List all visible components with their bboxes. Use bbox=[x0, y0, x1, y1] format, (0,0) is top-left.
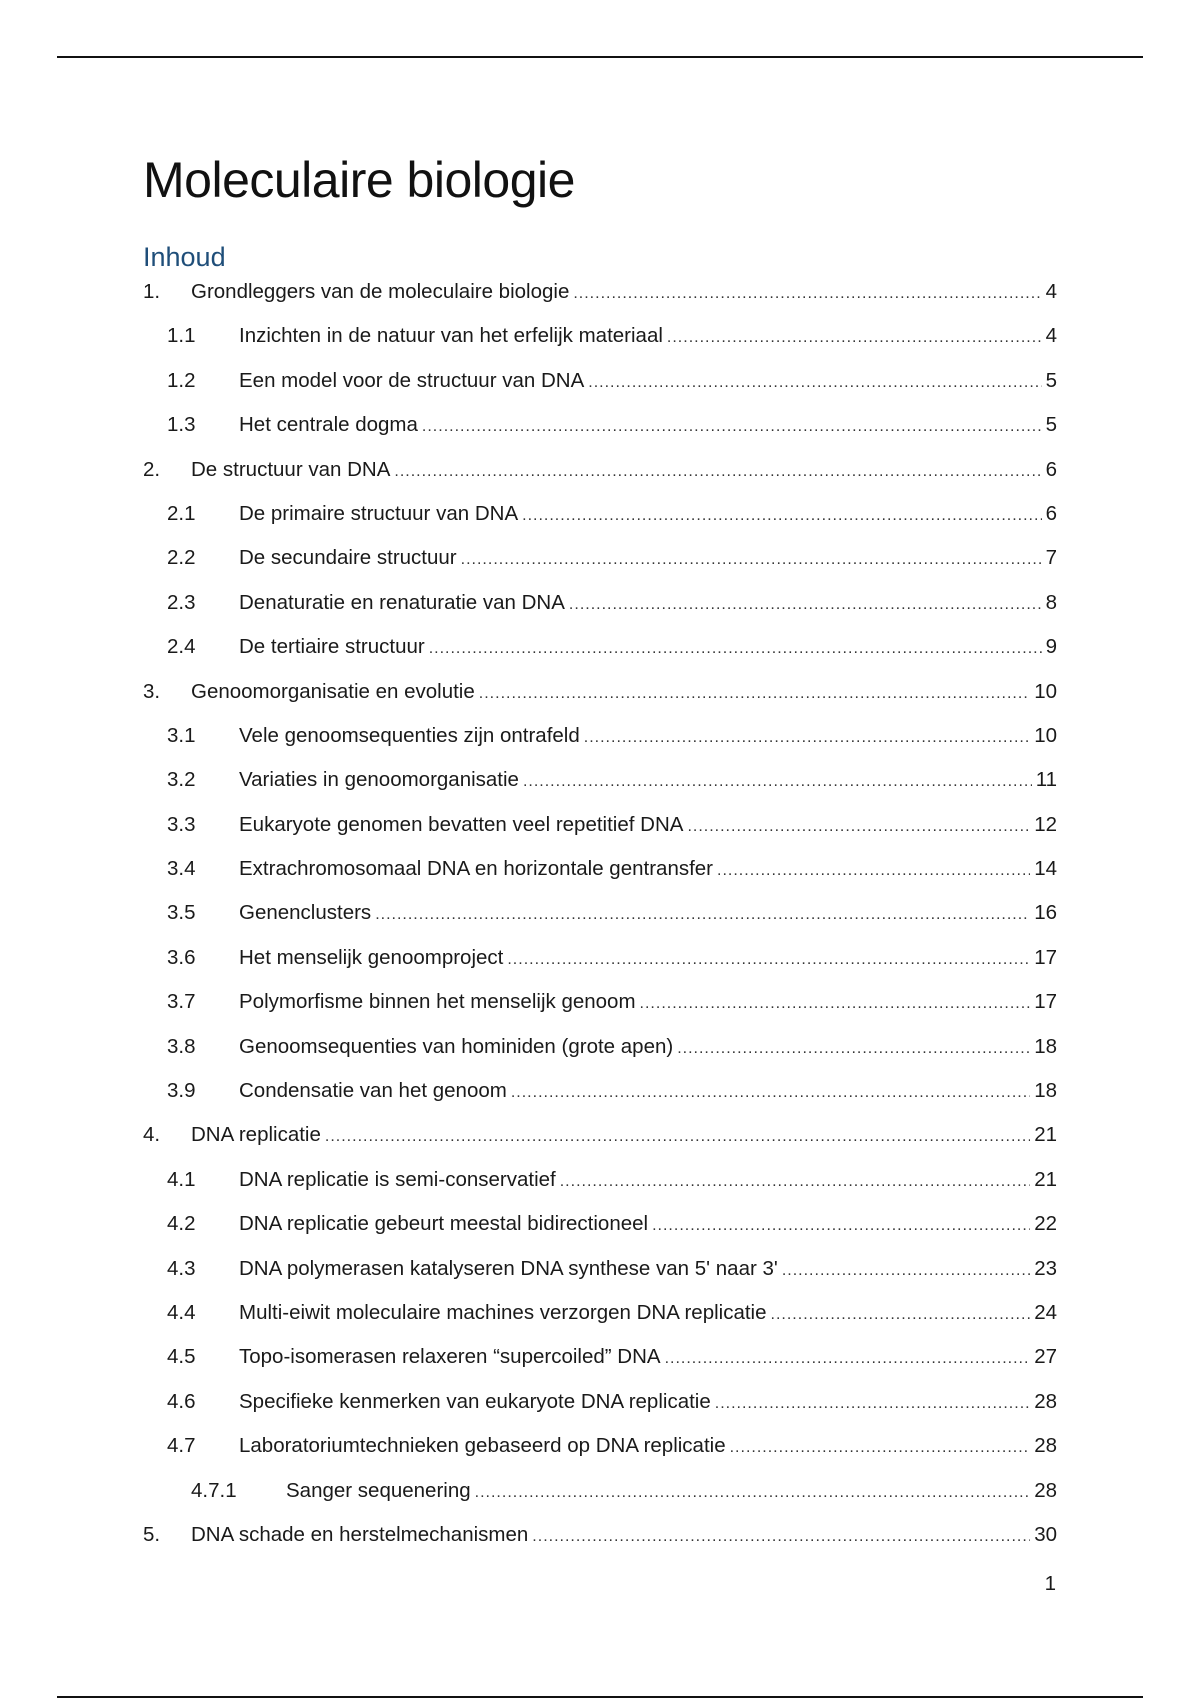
toc-entry-page: 28 bbox=[1034, 1478, 1057, 1502]
toc-entry-page: 16 bbox=[1034, 901, 1057, 925]
toc-entry-page: 10 bbox=[1034, 679, 1057, 703]
toc-dot-leader bbox=[588, 368, 1041, 398]
toc-entry-label[interactable]: DNA replicatie is semi-conservatief bbox=[239, 1167, 556, 1191]
toc-dot-leader bbox=[375, 900, 1030, 930]
toc-entry-label[interactable]: Polymorfisme binnen het menselijk genoom bbox=[239, 990, 636, 1014]
toc-dot-leader bbox=[782, 1256, 1030, 1286]
toc-entry[interactable] bbox=[143, 366, 1057, 410]
toc-entry-page: 17 bbox=[1034, 990, 1057, 1014]
toc-entry-page: 7 bbox=[1045, 546, 1057, 570]
toc-entry-number: 2. bbox=[143, 457, 161, 481]
toc-entry-number: 4.7.1 bbox=[191, 1478, 237, 1502]
toc-entry-label[interactable]: DNA replicatie bbox=[191, 1123, 321, 1147]
toc-entry-label[interactable]: De secundaire structuur bbox=[239, 546, 457, 570]
footer-rule bbox=[57, 1696, 1143, 1698]
toc-dot-leader bbox=[640, 989, 1031, 1019]
toc-entry[interactable] bbox=[143, 898, 1057, 942]
toc-entry-label[interactable]: Eukaryote genomen bevatten veel repetitief DNA bbox=[239, 812, 684, 836]
toc-entry-page: 6 bbox=[1045, 501, 1057, 525]
toc-dot-leader bbox=[511, 1078, 1030, 1108]
toc-entry-label[interactable]: De tertiaire structuur bbox=[239, 635, 425, 659]
toc-entry-number: 3.7 bbox=[167, 990, 196, 1014]
toc-entry[interactable] bbox=[143, 1165, 1057, 1209]
toc-entry[interactable] bbox=[143, 1520, 1057, 1564]
toc-entry-number: 2.2 bbox=[167, 546, 196, 570]
toc-entry-page: 5 bbox=[1045, 368, 1057, 392]
toc-entry-number: 4.5 bbox=[167, 1345, 196, 1369]
toc-dot-leader bbox=[717, 856, 1030, 886]
toc-entry-label[interactable]: Grondleggers van de moleculaire biologie bbox=[191, 280, 570, 303]
table-of-contents bbox=[143, 277, 1057, 1564]
toc-dot-leader bbox=[573, 279, 1041, 309]
toc-entry-label[interactable]: DNA replicatie gebeurt meestal bidirectioneel bbox=[239, 1212, 649, 1236]
toc-entry-page: 10 bbox=[1034, 723, 1057, 747]
toc-entry-number: 3.4 bbox=[167, 857, 196, 881]
toc-entry-label[interactable]: DNA schade en herstelmechanismen bbox=[191, 1522, 529, 1546]
toc-entry[interactable] bbox=[143, 277, 1057, 321]
toc-entry-number: 1.3 bbox=[167, 413, 196, 437]
toc-dot-leader bbox=[479, 679, 1030, 709]
toc-entry-number: 3.6 bbox=[167, 945, 196, 969]
toc-entry-page: 12 bbox=[1034, 812, 1057, 836]
toc-entry-page: 9 bbox=[1045, 635, 1057, 659]
toc-entry-page: 6 bbox=[1045, 457, 1057, 481]
toc-entry-number: 4.2 bbox=[167, 1212, 196, 1236]
toc-entry-page: 30 bbox=[1034, 1522, 1057, 1546]
toc-dot-leader bbox=[560, 1167, 1030, 1197]
toc-entry-page: 27 bbox=[1034, 1345, 1057, 1369]
toc-entry-page: 18 bbox=[1034, 1034, 1057, 1058]
toc-entry-label[interactable]: De structuur van DNA bbox=[191, 457, 391, 481]
toc-entry[interactable] bbox=[143, 1298, 1057, 1342]
toc-entry-page: 21 bbox=[1034, 1123, 1057, 1147]
toc-entry-label[interactable]: Genenclusters bbox=[239, 901, 372, 925]
toc-entry-number: 2.4 bbox=[167, 635, 196, 659]
toc-entry[interactable] bbox=[143, 455, 1057, 499]
toc-entry[interactable] bbox=[143, 1076, 1057, 1120]
toc-entry-number: 3.8 bbox=[167, 1034, 196, 1058]
toc-dot-leader bbox=[507, 945, 1030, 975]
toc-dot-leader bbox=[677, 1034, 1030, 1064]
toc-dot-leader bbox=[569, 590, 1042, 620]
toc-dot-leader bbox=[667, 323, 1042, 353]
toc-entry-label[interactable]: Topo-isomerasen relaxeren “supercoiled” DNA bbox=[239, 1345, 661, 1369]
toc-dot-leader bbox=[532, 1522, 1030, 1552]
header-rule bbox=[57, 56, 1143, 58]
toc-entry-number: 4. bbox=[143, 1123, 161, 1147]
toc-dot-leader bbox=[475, 1478, 1031, 1508]
toc-entry-page: 28 bbox=[1034, 1389, 1057, 1413]
toc-entry-page: 28 bbox=[1034, 1434, 1057, 1458]
toc-entry-label[interactable]: Vele genoomsequenties zijn ontrafeld bbox=[239, 723, 580, 747]
toc-entry-page: 24 bbox=[1034, 1300, 1057, 1324]
toc-entry[interactable] bbox=[143, 1387, 1057, 1431]
toc-entry-label[interactable]: Extrachromosomaal DNA en horizontale gentransfer bbox=[239, 857, 714, 881]
toc-entry[interactable] bbox=[143, 1476, 1057, 1520]
toc-entry[interactable] bbox=[143, 1209, 1057, 1253]
toc-entry-label[interactable]: Variaties in genoomorganisatie bbox=[239, 768, 519, 792]
toc-entry-number: 4.3 bbox=[167, 1256, 196, 1280]
toc-entry-label[interactable]: Genoomorganisatie en evolutie bbox=[191, 679, 475, 703]
toc-entry[interactable] bbox=[143, 1254, 1057, 1298]
toc-entry-page: 21 bbox=[1034, 1167, 1057, 1191]
toc-dot-leader bbox=[422, 412, 1042, 442]
toc-entry-number: 3.3 bbox=[167, 812, 196, 836]
toc-entry-label[interactable]: DNA polymerasen katalyseren DNA synthese van 5' naar 3' bbox=[239, 1256, 778, 1280]
toc-entry[interactable] bbox=[143, 321, 1057, 365]
toc-entry-page: 17 bbox=[1034, 945, 1057, 969]
toc-entry[interactable] bbox=[143, 588, 1057, 632]
toc-entry-number: 5. bbox=[143, 1522, 161, 1546]
toc-dot-leader bbox=[522, 501, 1041, 531]
toc-entry-label[interactable]: De primaire structuur van DNA bbox=[239, 501, 519, 525]
toc-entry-number: 3.2 bbox=[167, 768, 196, 792]
toc-entry[interactable] bbox=[143, 1032, 1057, 1076]
toc-entry-page: 18 bbox=[1034, 1079, 1057, 1103]
toc-entry-number: 2.1 bbox=[167, 501, 196, 525]
toc-entry-page: 23 bbox=[1034, 1256, 1057, 1280]
toc-entry[interactable] bbox=[143, 810, 1057, 854]
toc-entry-label[interactable]: Condensatie van het genoom bbox=[239, 1079, 507, 1103]
toc-entry[interactable] bbox=[143, 721, 1057, 765]
toc-entry-label[interactable]: Genoomsequenties van hominiden (grote apen) bbox=[239, 1034, 674, 1058]
toc-entry-label[interactable]: Een model voor de structuur van DNA bbox=[239, 368, 585, 392]
toc-entry-number: 1.2 bbox=[167, 368, 196, 392]
toc-entry[interactable] bbox=[143, 1342, 1057, 1386]
toc-entry-page: 14 bbox=[1034, 857, 1057, 881]
toc-entry-page: 4 bbox=[1045, 280, 1057, 303]
toc-heading: Inhoud bbox=[143, 242, 226, 272]
toc-entry-number: 3.9 bbox=[167, 1079, 196, 1103]
toc-entry[interactable] bbox=[143, 943, 1057, 987]
toc-entry[interactable] bbox=[143, 499, 1057, 543]
toc-entry[interactable] bbox=[143, 632, 1057, 676]
toc-entry-page: 22 bbox=[1034, 1212, 1057, 1236]
toc-dot-leader bbox=[325, 1122, 1030, 1152]
toc-dot-leader bbox=[584, 723, 1030, 753]
toc-entry[interactable] bbox=[143, 1431, 1057, 1475]
toc-entry[interactable] bbox=[143, 677, 1057, 721]
toc-entry-label[interactable]: Het centrale dogma bbox=[239, 413, 418, 437]
toc-entry-number: 4.7 bbox=[167, 1434, 196, 1458]
toc-dot-leader bbox=[429, 634, 1042, 664]
toc-entry-number: 4.1 bbox=[167, 1167, 196, 1191]
toc-entry-label[interactable]: Het menselijk genoomproject bbox=[239, 945, 504, 969]
toc-entry-number: 3.5 bbox=[167, 901, 196, 925]
toc-dot-leader bbox=[523, 767, 1032, 797]
toc-dot-leader bbox=[461, 545, 1042, 575]
page-number: 1 bbox=[1044, 1572, 1056, 1595]
toc-entry-number: 3. bbox=[143, 679, 161, 703]
toc-entry-page: 11 bbox=[1035, 768, 1057, 792]
toc-dot-leader bbox=[715, 1389, 1030, 1419]
toc-entry-label[interactable]: Sanger sequenering bbox=[286, 1478, 471, 1502]
toc-entry-label[interactable]: Multi-eiwit moleculaire machines verzorgen DNA replicatie bbox=[239, 1300, 767, 1324]
toc-entry[interactable] bbox=[143, 543, 1057, 587]
toc-dot-leader bbox=[394, 457, 1041, 487]
toc-dot-leader bbox=[687, 812, 1030, 842]
toc-entry-number: 4.6 bbox=[167, 1389, 196, 1413]
toc-entry-number: 2.3 bbox=[167, 590, 196, 614]
toc-dot-leader bbox=[652, 1211, 1030, 1241]
toc-entry-page: 5 bbox=[1045, 413, 1057, 437]
toc-entry-page: 8 bbox=[1045, 590, 1057, 614]
toc-entry-number: 4.4 bbox=[167, 1300, 196, 1324]
document-title: Moleculaire biologie bbox=[143, 152, 575, 208]
toc-entry-label[interactable]: Inzichten in de natuur van het erfelijk materiaal bbox=[239, 324, 663, 348]
toc-entry-number: 3.1 bbox=[167, 723, 196, 747]
toc-entry[interactable] bbox=[143, 854, 1057, 898]
toc-entry-number: 1.1 bbox=[167, 324, 196, 348]
toc-entry-page: 4 bbox=[1045, 324, 1057, 348]
toc-entry-label[interactable]: Specifieke kenmerken van eukaryote DNA replicatie bbox=[239, 1389, 711, 1413]
toc-dot-leader bbox=[730, 1433, 1031, 1463]
toc-entry[interactable] bbox=[143, 1120, 1057, 1164]
toc-entry[interactable] bbox=[143, 410, 1057, 454]
toc-entry[interactable] bbox=[143, 987, 1057, 1031]
toc-entry[interactable] bbox=[143, 765, 1057, 809]
toc-entry-label[interactable]: Denaturatie en renaturatie van DNA bbox=[239, 590, 565, 614]
toc-entry-label[interactable]: Laboratoriumtechnieken gebaseerd op DNA replicatie bbox=[239, 1434, 726, 1458]
toc-dot-leader bbox=[771, 1300, 1031, 1330]
toc-dot-leader bbox=[665, 1344, 1031, 1374]
toc-entry-number: 1. bbox=[143, 280, 161, 303]
